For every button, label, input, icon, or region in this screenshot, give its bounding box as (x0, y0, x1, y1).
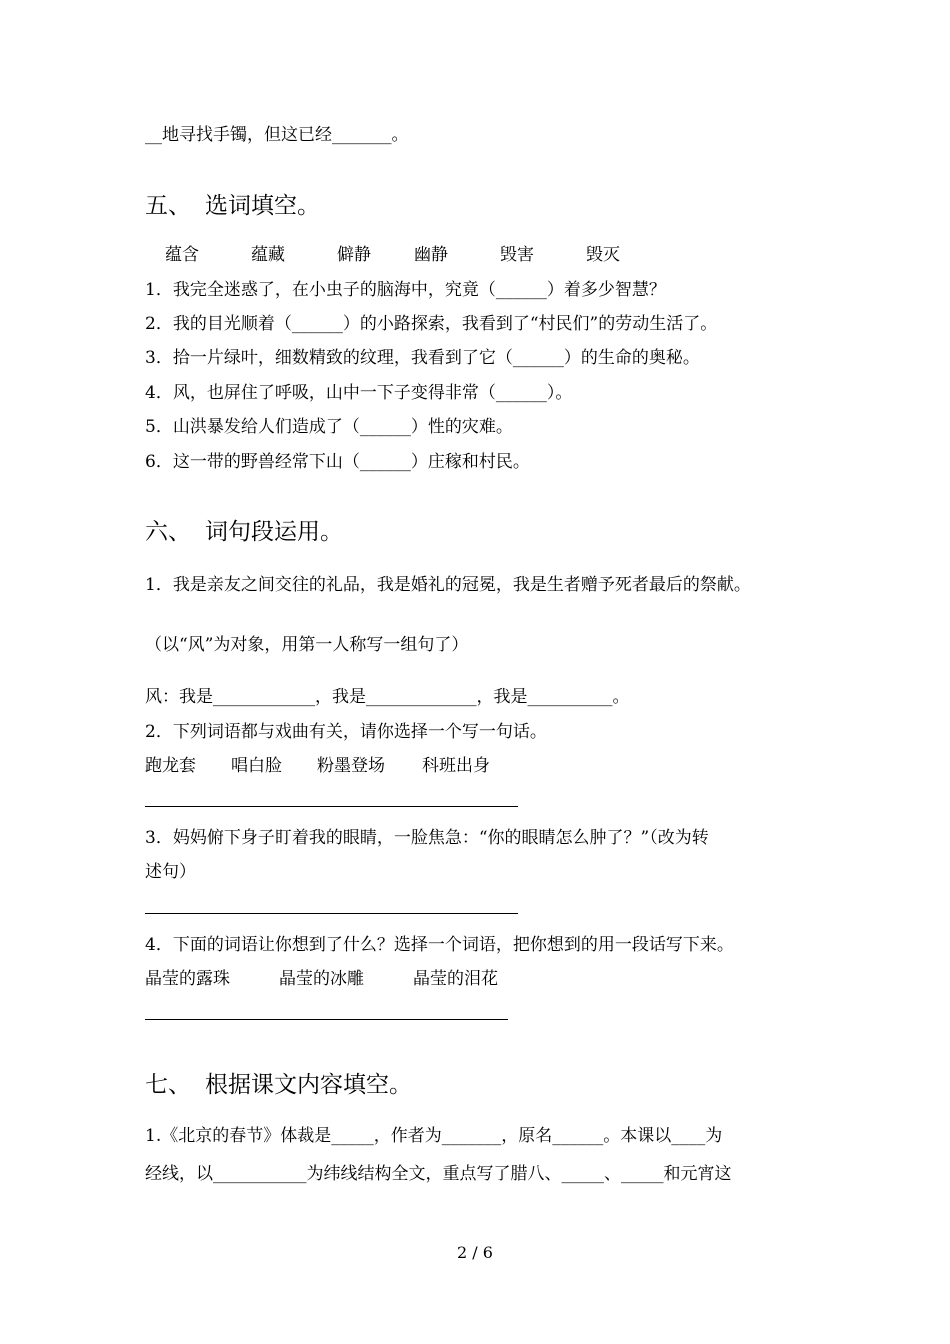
section-7-heading (145, 1070, 412, 1100)
word-option: 蕴藏 (251, 245, 285, 265)
word-option: 晶莹的泪花 (413, 969, 498, 989)
question-1: 1．我是亲友之间交往的礼品，我是婚礼的冠冕，我是生者赠予死者最后的祭献。 (145, 575, 751, 595)
word-option: 跑龙套 (145, 756, 196, 776)
answer-line (145, 1019, 508, 1020)
word-option: 粉墨登场 (317, 756, 385, 776)
word-bank (165, 243, 620, 267)
page-number: 2 / 6 (457, 1243, 493, 1262)
section-title: 选词填空。 (205, 193, 320, 219)
question-item: 4．风，也屏住了呼吸，山中一下子变得非常（______）。 (145, 383, 573, 403)
question-1-hint: （以“风”为对象，用第一人称写一组句了） (145, 635, 469, 655)
word-option: 僻静 (337, 245, 371, 265)
word-option: 毁灭 (586, 245, 620, 265)
question-item: 3．拾一片绿叶，细数精致的纹理，我看到了它（______）的生命的奥秘。 (145, 348, 700, 368)
section-title: 根据课文内容填空。 (205, 1072, 412, 1098)
question-3-cont: 述句） (145, 862, 196, 882)
section-title: 词句段运用。 (205, 519, 343, 545)
word-option: 科班出身 (422, 756, 490, 776)
word-option: 唱白脸 (231, 756, 282, 776)
section-number: 六、 (145, 519, 191, 545)
question-2: 2．下列词语都与戏曲有关，请你选择一个写一句话。 (145, 722, 547, 742)
top-line: __地寻找手镯，但这已经_______。 (145, 125, 409, 145)
question-2-words (145, 754, 490, 778)
question-4: 4．下面的词语让你想到了什么？选择一个词语，把你想到的用一段话写下来。 (145, 935, 734, 955)
word-option: 晶莹的冰雕 (279, 969, 364, 989)
word-option: 幽静 (414, 245, 448, 265)
answer-line (145, 806, 518, 807)
section-number: 五、 (145, 193, 191, 219)
section-7-line: 经线，以___________为纬线结构全文，重点写了腊八、_____、_____和元宵这 (145, 1164, 732, 1184)
section-6-heading (145, 517, 343, 547)
word-option: 晶莹的露珠 (145, 969, 230, 989)
question-3: 3．妈妈俯下身子盯着我的眼睛，一脸焦急：“你的眼睛怎么肿了？”（改为转 (145, 828, 709, 848)
question-1-fill: 风：我是____________，我是_____________，我是__________。 (145, 687, 630, 707)
question-item: 5．山洪暴发给人们造成了（______）性的灾难。 (145, 417, 513, 437)
word-option: 蕴含 (165, 245, 199, 265)
section-5-heading (145, 191, 320, 221)
question-item: 1．我完全迷惑了，在小虫子的脑海中，究竟（______）着多少智慧？ (145, 280, 666, 300)
section-number: 七、 (145, 1072, 191, 1098)
word-option: 毁害 (500, 245, 534, 265)
question-4-words (145, 967, 498, 991)
question-item: 6．这一带的野兽经常下山（______）庄稼和村民。 (145, 452, 530, 472)
question-item: 2．我的目光顺着（______）的小路探索，我看到了“村民们”的劳动生活了。 (145, 314, 718, 334)
section-7-line: 1.《北京的春节》体裁是_____，作者为_______，原名______。本课以____为 (145, 1126, 723, 1146)
answer-line (145, 913, 518, 914)
